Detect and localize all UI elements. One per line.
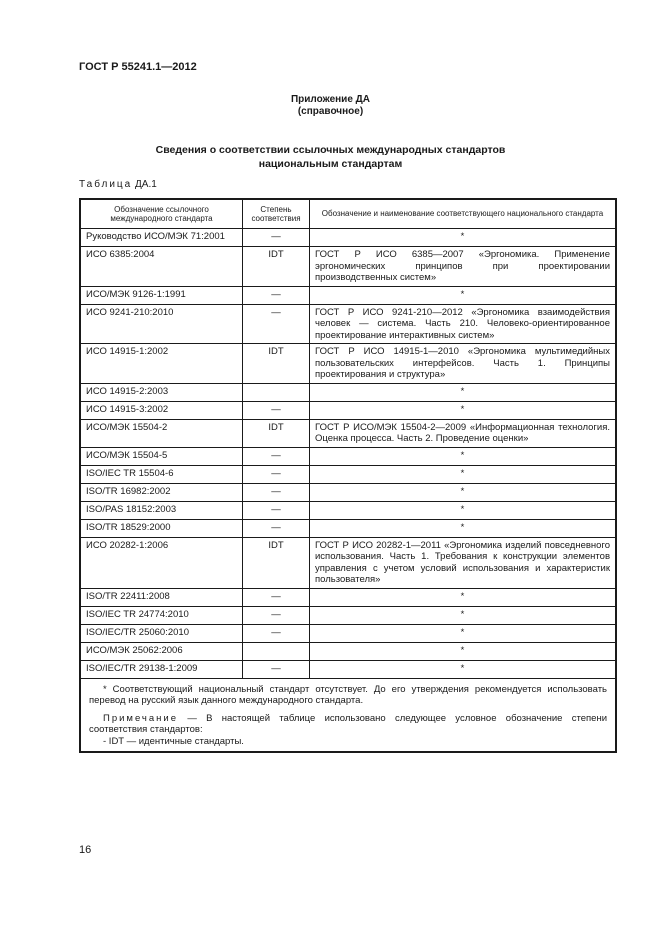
cell-degree: — <box>243 447 310 465</box>
cell-degree: IDT <box>243 419 310 447</box>
cell-international-standard: ISO/IEC/TR 29138-1:2009 <box>80 660 243 678</box>
cell-degree: — <box>243 286 310 304</box>
cell-national-standard: ГОСТ Р ИСО 6385—2007 «Эргономика. Применение эргономических принципов при проектировании производственных систем» <box>310 247 617 287</box>
cell-international-standard: ИСО/МЭК 9126-1:1991 <box>80 286 243 304</box>
table-row <box>80 660 616 678</box>
table-row <box>80 624 616 642</box>
table-footnote <box>80 678 616 752</box>
appendix-subheading <box>0 106 661 117</box>
cell-degree <box>243 642 310 660</box>
footnote-note <box>89 713 607 736</box>
table-body <box>80 229 616 679</box>
cell-degree: IDT <box>243 344 310 384</box>
cell-degree: — <box>243 519 310 537</box>
cell-national-standard: * <box>310 383 617 401</box>
table-caption-number: ДА.1 <box>135 179 157 190</box>
cell-degree: — <box>243 606 310 624</box>
section-title-line1: Сведения о соответствии ссылочных международных стандартов <box>155 144 506 156</box>
table-row <box>80 642 616 660</box>
cell-international-standard: ИСО/МЭК 25062:2006 <box>80 642 243 660</box>
cell-degree <box>243 383 310 401</box>
cell-international-standard: ИСО/МЭК 15504-5 <box>80 447 243 465</box>
cell-international-standard: Руководство ИСО/МЭК 71:2001 <box>80 229 243 247</box>
cell-international-standard: ISO/TR 22411:2008 <box>80 588 243 606</box>
header-degree: Степень соответствия <box>243 199 310 229</box>
cell-international-standard: ИСО 20282-1:2006 <box>80 537 243 588</box>
table-row <box>80 304 616 344</box>
table-row <box>80 286 616 304</box>
cell-national-standard: * <box>310 229 617 247</box>
table-row <box>80 419 616 447</box>
header-international-standard: Обозначение ссылочного международного стандарта <box>80 199 243 229</box>
cell-degree: — <box>243 588 310 606</box>
cell-international-standard: ИСО 6385:2004 <box>80 247 243 287</box>
section-title <box>0 143 661 171</box>
cell-national-standard: * <box>310 447 617 465</box>
cell-national-standard: ГОСТ Р ИСО 9241-210—2012 «Эргономика взаимодействия человек — система. Часть 210. Человеко-ориентированное проектирование интерактивных систем» <box>310 304 617 344</box>
table-row <box>80 344 616 384</box>
cell-national-standard: * <box>310 642 617 660</box>
cell-degree: — <box>243 483 310 501</box>
cell-international-standard: ИСО 14915-2:2003 <box>80 383 243 401</box>
note-word: Примечание <box>103 712 178 724</box>
table-row <box>80 537 616 588</box>
header-national-standard: Обозначение и наименование соответствующего национального стандарта <box>310 199 617 229</box>
cell-degree: — <box>243 660 310 678</box>
table-footnote-row <box>80 678 616 752</box>
cell-degree: — <box>243 624 310 642</box>
cell-international-standard: ИСО 14915-1:2002 <box>80 344 243 384</box>
table-header-row <box>80 199 616 229</box>
table-caption <box>79 179 157 190</box>
cell-degree: IDT <box>243 537 310 588</box>
table-caption-word: Таблица <box>79 179 133 190</box>
cell-degree: — <box>243 229 310 247</box>
cell-international-standard: ISO/PAS 18152:2003 <box>80 501 243 519</box>
cell-national-standard: ГОСТ Р ИСО/МЭК 15504-2—2009 «Информационная технология. Оценка процесса. Часть 2. Проведение оценки» <box>310 419 617 447</box>
table-row <box>80 519 616 537</box>
cell-national-standard: * <box>310 286 617 304</box>
cell-national-standard: * <box>310 501 617 519</box>
appendix-subtitle: (справочное) <box>297 106 364 117</box>
table-row <box>80 588 616 606</box>
table-row <box>80 229 616 247</box>
footnote-idt: - IDT — идентичные стандарты. <box>103 735 244 747</box>
table-row <box>80 401 616 419</box>
cell-international-standard: ИСО/МЭК 15504-2 <box>80 419 243 447</box>
cell-international-standard: ИСО 14915-3:2002 <box>80 401 243 419</box>
cell-degree: — <box>243 401 310 419</box>
cell-national-standard: * <box>310 624 617 642</box>
cell-national-standard: * <box>310 401 617 419</box>
cell-national-standard: * <box>310 483 617 501</box>
section-title-line2: национальным стандартам <box>258 158 403 170</box>
cell-national-standard: * <box>310 519 617 537</box>
table-row <box>80 501 616 519</box>
cell-degree: — <box>243 465 310 483</box>
appendix-title: Приложение ДА <box>290 94 371 105</box>
cell-international-standard: ISO/TR 18529:2000 <box>80 519 243 537</box>
table-row <box>80 606 616 624</box>
table-row <box>80 383 616 401</box>
cell-international-standard: ISO/IEC/TR 25060:2010 <box>80 624 243 642</box>
cell-national-standard: ГОСТ Р ИСО 20282-1—2011 «Эргономика изделий повседневного использования. Часть 1. Требования к конструкции элементов управления с учетом условий использования и характеристик пользователя» <box>310 537 617 588</box>
page-number: 16 <box>79 844 92 856</box>
standards-table <box>79 198 617 753</box>
cell-international-standard: ISO/IEC TR 15504-6 <box>80 465 243 483</box>
appendix-heading <box>0 94 661 105</box>
cell-national-standard: * <box>310 660 617 678</box>
note-text: — В настоящей таблице использовано следующее условное обозначение степени соответствия стандартов: <box>89 712 607 735</box>
cell-national-standard: * <box>310 588 617 606</box>
table-row <box>80 465 616 483</box>
footnote-asterisk: * Соответствующий национальный стандарт отсутствует. До его утверждения рекомендуется использовать перевод на русский язык данного международного стандарта. <box>89 683 607 706</box>
cell-international-standard: ISO/TR 16982:2002 <box>80 483 243 501</box>
document-code: ГОСТ Р 55241.1—2012 <box>79 61 197 73</box>
cell-degree: — <box>243 501 310 519</box>
cell-national-standard: * <box>310 606 617 624</box>
cell-international-standard: ИСО 9241-210:2010 <box>80 304 243 344</box>
cell-national-standard: ГОСТ Р ИСО 14915-1—2010 «Эргономика мультимедийных пользовательских интерфейсов. Часть 1. Принципы проектирования и структура» <box>310 344 617 384</box>
table-row <box>80 447 616 465</box>
cell-national-standard: * <box>310 465 617 483</box>
cell-degree: — <box>243 304 310 344</box>
cell-international-standard: ISO/IEC TR 24774:2010 <box>80 606 243 624</box>
table-row <box>80 483 616 501</box>
cell-degree: IDT <box>243 247 310 287</box>
table-row <box>80 247 616 287</box>
